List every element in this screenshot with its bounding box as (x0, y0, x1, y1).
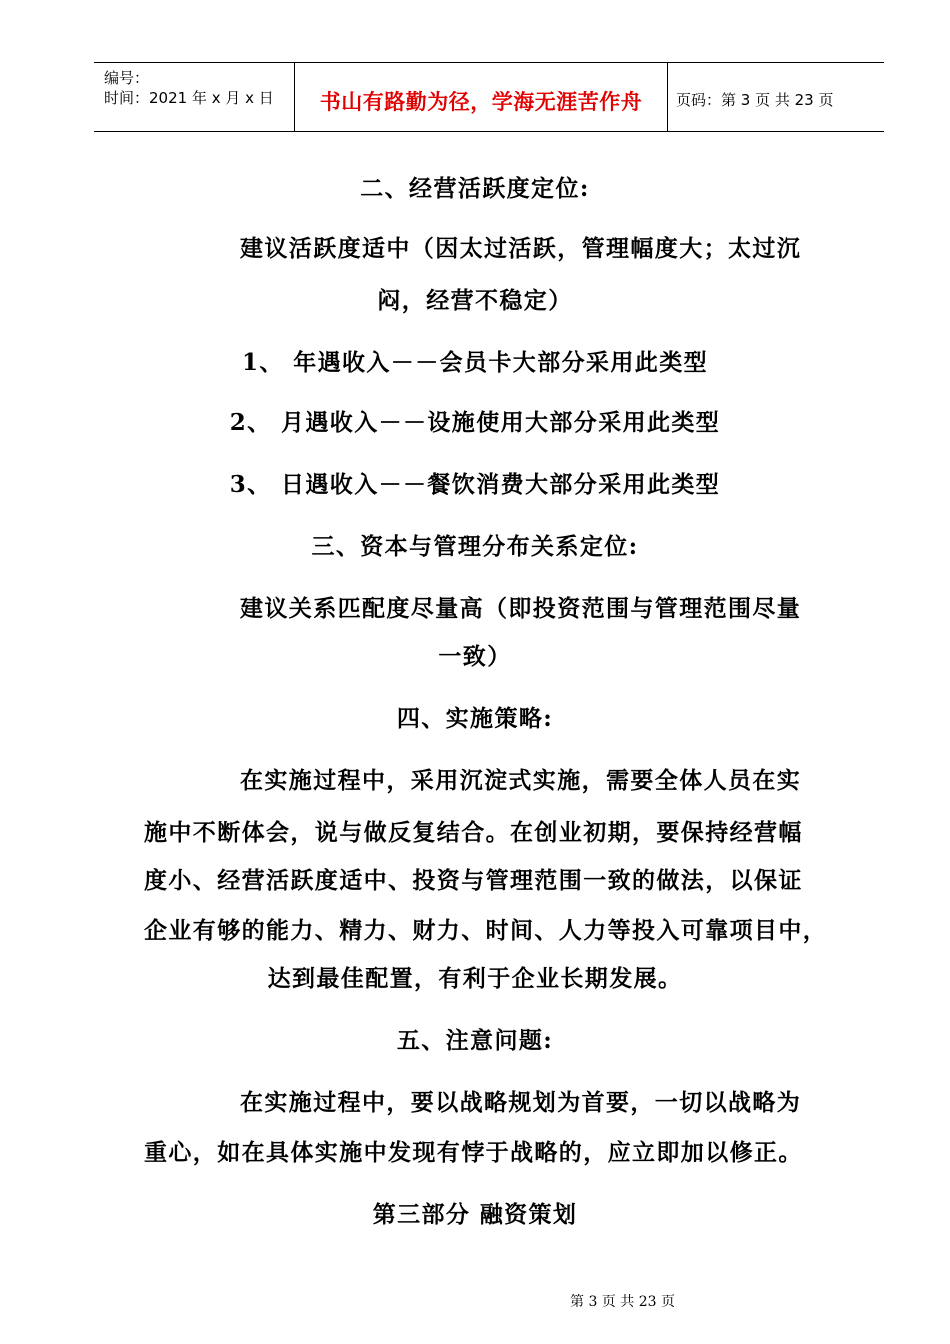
page-header (94, 62, 884, 132)
part-3-heading: 第三部分 融资策划 (372, 1201, 578, 1228)
section-3-paragraph-line-2: 一致） (438, 643, 512, 670)
section-4-paragraph-line-1: 在实施过程中，采用沉淀式实施，需要全体人员在实 (240, 767, 802, 794)
section-heading-4: 四、实施策略: (396, 705, 554, 732)
header-left-cell (94, 63, 294, 131)
section-4-paragraph-line-3: 度小、经营活跃度适中、投资与管理范围一致的做法，以保证 (144, 867, 803, 894)
section-3-paragraph-line-1: 建议关系匹配度尽量高（即投资范围与管理范围尽量 (240, 595, 802, 622)
header-motto: 书山有路勤为径，学海无涯苦作舟 (319, 89, 643, 114)
section-2-paragraph-line-2: 闷，经营不稳定） (377, 287, 573, 314)
header-middle-cell (294, 63, 668, 131)
header-page-info: 页码：第 3 页 共 23 页 (676, 91, 834, 109)
section-2-list-item-1: 1、 年遇收入－－会员卡大部分采用此类型 (241, 349, 708, 376)
section-heading-5: 五、注意问题: (396, 1027, 554, 1054)
section-4-paragraph-line-5: 达到最佳配置，有利于企业长期发展。 (267, 965, 683, 992)
section-2-list-item-3: 3、 日遇收入－－餐饮消费大部分采用此类型 (229, 471, 721, 498)
header-right-cell (668, 63, 884, 131)
section-4-paragraph-line-2: 施中不断体会，说与做反复结合。在创业初期，要保持经营幅 (144, 819, 803, 846)
document-time-label: 时间：2021 年 x 月 x 日 (104, 89, 274, 107)
document-number-label: 编号： (104, 69, 150, 87)
section-4-paragraph-line-4: 企业有够的能力、精力、财力、时间、人力等投入可靠项目中， (144, 917, 828, 944)
section-heading-3: 三、资本与管理分布关系定位: (311, 533, 639, 560)
section-2-list-item-2: 2、 月遇收入－－设施使用大部分采用此类型 (229, 409, 721, 436)
section-heading-2: 二、经营活跃度定位: (360, 175, 590, 202)
section-2-paragraph-line-1: 建议活跃度适中（因太过活跃，管理幅度大；太过沉 (240, 235, 802, 262)
section-5-paragraph-line-1: 在实施过程中，要以战略规划为首要，一切以战略为 (240, 1089, 802, 1116)
section-5-paragraph-line-2: 重心，如在具体实施中发现有悖于战略的，应立即加以修正。 (144, 1139, 803, 1166)
page-footer-number: 第 3 页 共 23 页 (570, 1294, 675, 1310)
